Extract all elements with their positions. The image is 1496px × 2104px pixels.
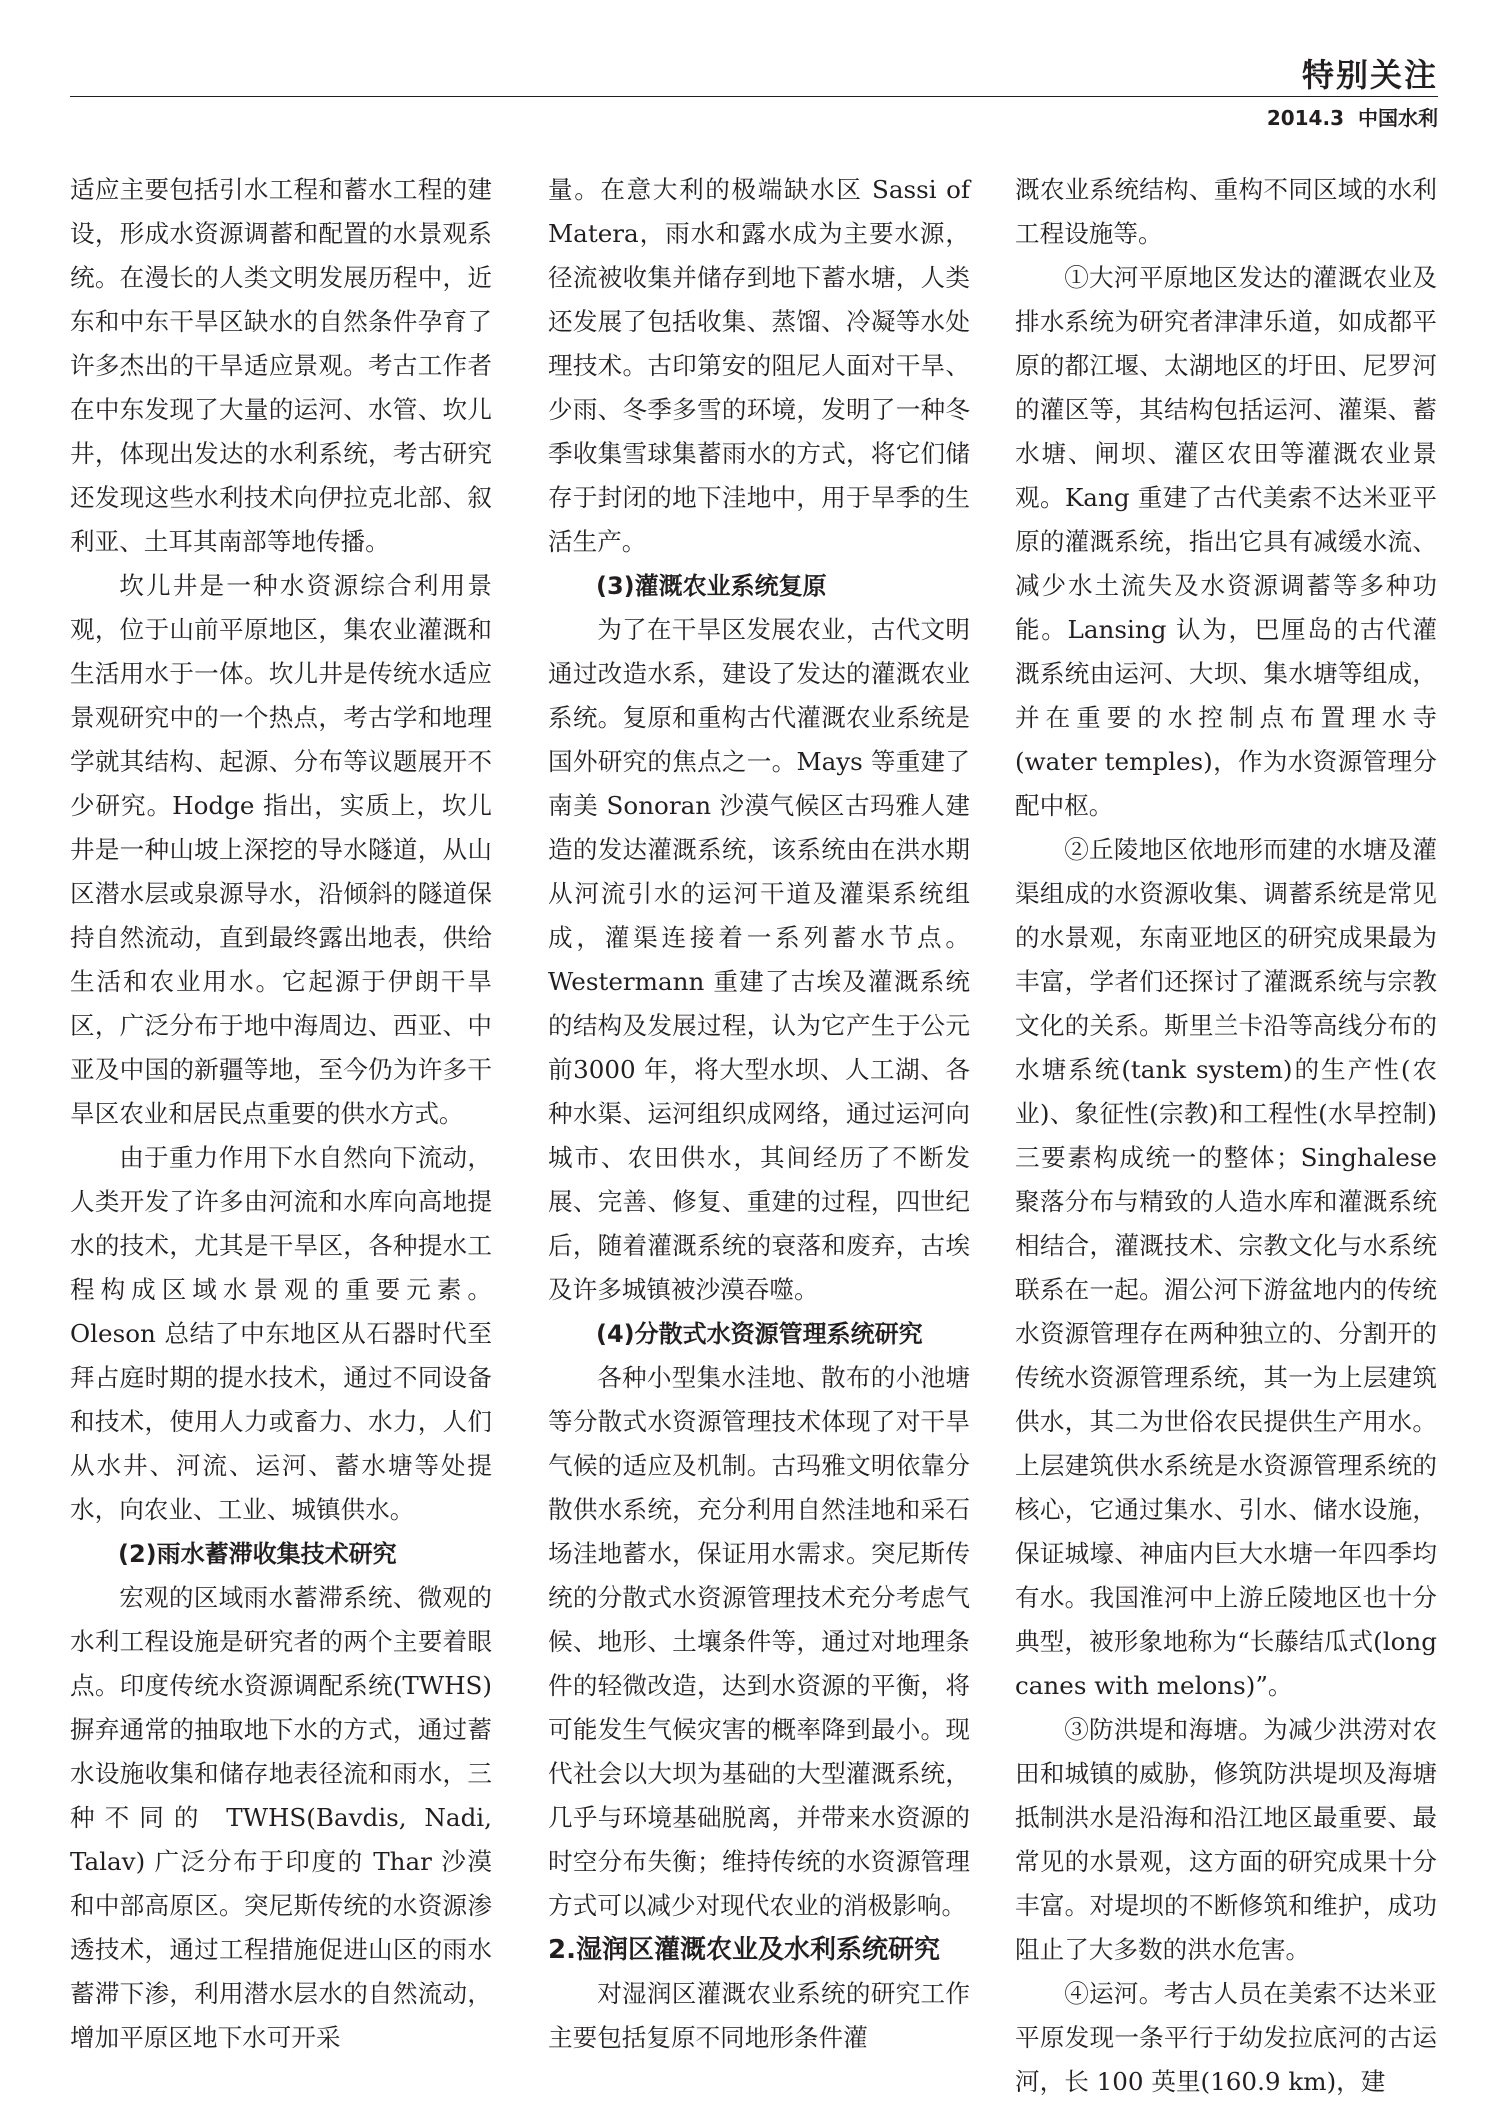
paragraph: ②丘陵地区依地形而建的水塘及灌渠组成的水资源收集、调蓄系统是常见的水景观，东南亚地区的研究成果最为丰富，学者们还探讨了灌溉系统与宗教文化的关系。斯里兰卡沿等高线分布的水塘系统(tank system)的生产性(农业)、象征性(宗教)和工程性(水旱控制)三要素构成统一的整体；Singhalese 聚落分布与精致的人造水库和灌溉系统相结合，灌溉技术、宗教文化与水系统联系在一起。湄公河下游盆地内的传统水资源管理存在两种独立的、分割开的传统水资源管理系统，其一为上层建筑供水，其二为世俗农民提供生产用水。上层建筑供水系统是水资源管理系统的核心，它通过集水、引水、储水设施，保证城壕、神庙内巨大水塘一年四季均有水。我国淮河中上游丘陵地区也十分典型，被形象地称为“长藤结瓜式(long canes with melons)”。 xyxy=(1015,835,1437,1700)
paragraph: 坎儿井是一种水资源综合利用景观，位于山前平原地区，集农业灌溉和生活用水于一体。坎儿井是传统水适应景观研究中的一个热点，考古学和地理学就其结构、起源、分布等议题展开不少研究。Hodge 指出，实质上，坎儿井是一种山坡上深挖的导水隧道，从山区潜水层或泉源导水，沿倾斜的隧道保持自然流动，直到最终露出地表，供给生活和农业用水。它起源于伊朗干旱区，广泛分布于地中海周边、西亚、中亚及中国的新疆等地，至今仍为许多干旱区农业和居民点重要的供水方式。 xyxy=(70,571,492,1128)
paragraph: 量。在意大利的极端缺水区 Sassi of Matera，雨水和露水成为主要水源，径流被收集并储存到地下蓄水塘，人类还发展了包括收集、蒸馏、冷凝等水处理技术。古印第安的阻尼人面对干旱、少雨、冬季多雪的环境，发明了一种冬季收集雪球集蓄雨水的方式，将它们储存于封闭的地下洼地中，用于旱季的生活生产。 xyxy=(548,175,970,556)
paragraph: ④运河。考古人员在美索不达米亚平原发现一条平行于幼发拉底河的古运河，长 100 英里(160.9 km)，建 xyxy=(1015,1979,1437,2096)
text-column-right xyxy=(1015,168,1437,2104)
paragraph: 适应主要包括引水工程和蓄水工程的建设，形成水资源调蓄和配置的水景观系统。在漫长的人类文明发展历程中，近东和中东干旱区缺水的自然条件孕育了许多杰出的干旱适应景观。考古工作者在中东发现了大量的运河、水管、坎儿井，体现出发达的水利系统，考古研究还发现这些水利技术向伊拉克北部、叙利亚、土耳其南部等地传播。 xyxy=(70,175,492,556)
paragraph: 各种小型集水洼地、散布的小池塘等分散式水资源管理技术体现了对干旱气候的适应及机制。古玛雅文明依靠分散供水系统，充分利用自然洼地和采石场洼地蓄水，保证用水需求。突尼斯传统的分散式水资源管理技术充分考虑气候、地形、土壤条件等，通过对地理条件的轻微改造，达到水资源的平衡，将可能发生气候灾害的概率降到最小。现代社会以大坝为基础的大型灌溉系统，几乎与环境基础脱离，并带来水资源的时空分布失衡；维持传统的水资源管理方式可以减少对现代农业的消极影响。 xyxy=(548,1363,970,1920)
issue-info xyxy=(1267,102,1438,131)
paragraph: 对湿润区灌溉农业系统的研究工作主要包括复原不同地形条件灌 xyxy=(548,1979,970,2052)
text-column-left xyxy=(70,168,492,2060)
paragraph: 溉农业系统结构、重构不同区域的水利工程设施等。 xyxy=(1015,175,1437,248)
header-divider xyxy=(70,96,1438,97)
paragraph: ①大河平原地区发达的灌溉农业及排水系统为研究者津津乐道，如成都平原的都江堰、太湖地区的圩田、尼罗河的灌区等，其结构包括运河、灌渠、蓄水塘、闸坝、灌区农田等灌溉农业景观。Kang 重建了古代美索不达米亚平原的灌溉系统，指出它具有减缓水流、减少水土流失及水资源调蓄等多种功能。Lansing 认为，巴厘岛的古代灌溉系统由运河、大坝、集水塘等组成，并在重要的水控制点布置理水寺(water temples)，作为水资源管理分配中枢。 xyxy=(1015,263,1437,820)
paragraph: 由于重力作用下水自然向下流动，人类开发了许多由河流和水库向高地提水的技术，尤其是干旱区，各种提水工程构成区域水景观的重要元素。Oleson 总结了中东地区从石器时代至拜占庭时期的提水技术，通过不同设备和技术，使用人力或畜力、水力，人们从水井、河流、运河、蓄水塘等处提水，向农业、工业、城镇供水。 xyxy=(70,1143,492,1524)
chapter-heading: 2.湿润区灌溉农业及水利系统研究 xyxy=(548,1935,940,1965)
section-heading: (2)雨水蓄滞收集技术研究 xyxy=(118,1540,397,1568)
section-heading: (3)灌溉农业系统复原 xyxy=(596,572,827,600)
journal-name: 中国水利 xyxy=(1358,106,1438,130)
paragraph: 宏观的区域雨水蓄滞系统、微观的水利工程设施是研究者的两个主要着眼点。印度传统水资源调配系统(TWHS)摒弃通常的抽取地下水的方式，通过蓄水设施收集和储存地表径流和雨水，三种不同的 TWHS(Bavdis, Nadi, Talav) 广泛分布于印度的 Thar 沙漠和中部高原区。突尼斯传统的水资源渗透技术，通过工程措施促进山区的雨水蓄滞下渗，利用潜水层水的自然流动，增加平原区地下水可开采 xyxy=(70,1583,492,2052)
paragraph: 为了在干旱区发展农业，古代文明通过改造水系，建设了发达的灌溉农业系统。复原和重构古代灌溉农业系统是国外研究的焦点之一。Mays 等重建了南美 Sonoran 沙漠气候区古玛雅人建造的发达灌溉系统，该系统由在洪水期从河流引水的运河干道及灌渠系统组成，灌渠连接着一系列蓄水节点。Westermann 重建了古埃及灌溉系统的结构及发展过程，认为它产生于公元前3000 年，将大型水坝、人工湖、各种水渠、运河组织成网络，通过运河向城市、农田供水，其间经历了不断发展、完善、修复、重建的过程，四世纪后，随着灌溉系统的衰落和废弃，古埃及许多城镇被沙漠吞噬。 xyxy=(548,615,970,1304)
text-column-middle xyxy=(548,168,970,2060)
paragraph: ③防洪堤和海塘。为减少洪涝对农田和城镇的威胁，修筑防洪堤坝及海塘抵制洪水是沿海和沿江地区最重要、最常见的水景观，这方面的研究成果十分丰富。对堤坝的不断修筑和维护，成功阻止了大多数的洪水危害。 xyxy=(1015,1715,1437,1964)
section-heading: (4)分散式水资源管理系统研究 xyxy=(596,1320,923,1348)
issue-number: 2014.3 xyxy=(1266,106,1344,130)
section-title: 特别关注 xyxy=(1301,56,1438,94)
